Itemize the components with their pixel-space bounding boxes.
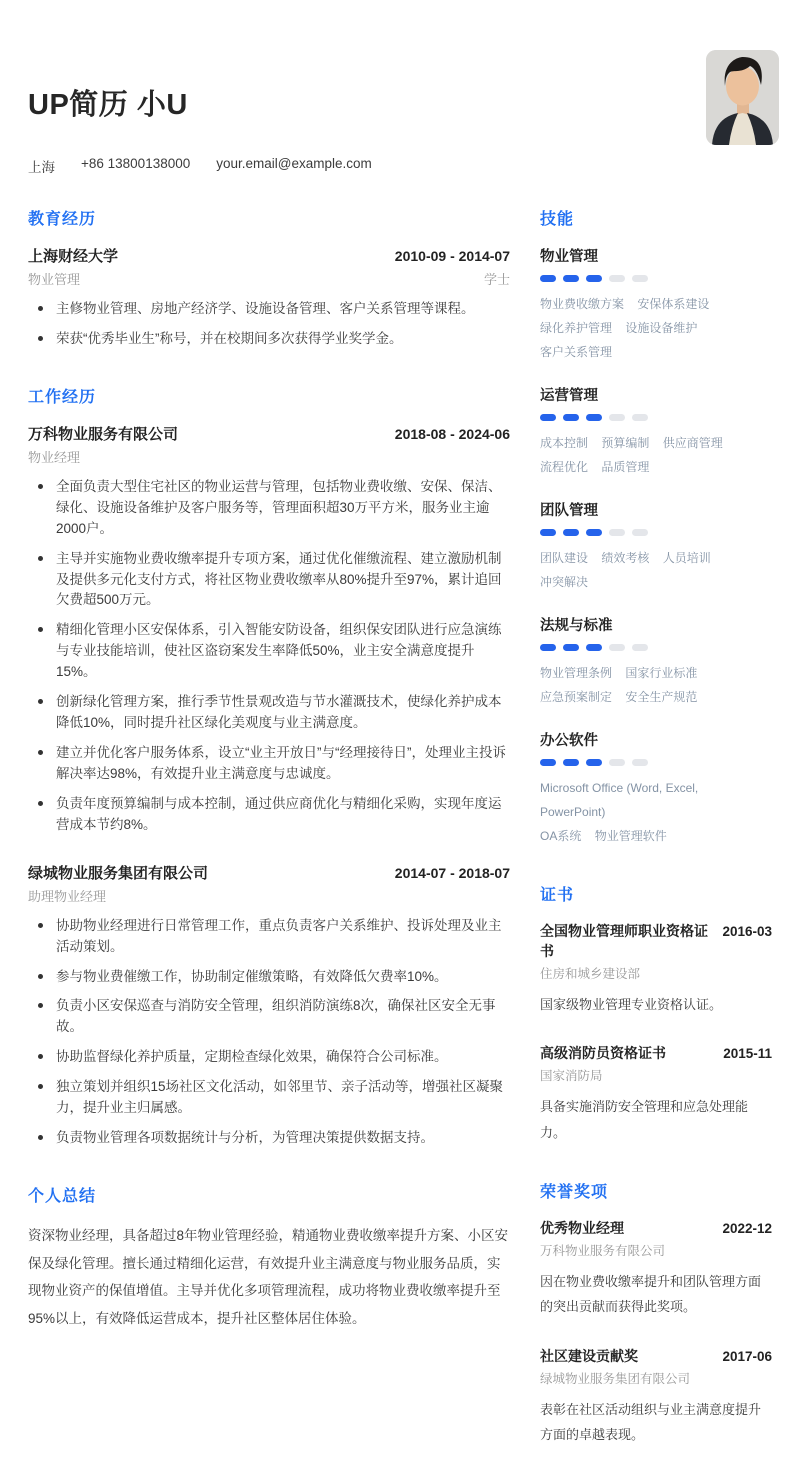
honor-date: 2022-12 xyxy=(722,1221,772,1237)
bullet-item xyxy=(28,916,510,958)
skill-tag: 预算编制 xyxy=(601,436,650,450)
skill-tag: 客户关系管理 xyxy=(540,345,613,359)
skill-level-pill xyxy=(540,414,556,421)
contact-email[interactable]: your.email@example.com xyxy=(216,156,372,171)
skill-tags xyxy=(540,776,772,848)
skill-tag: 供应商管理 xyxy=(662,436,723,450)
skill-tag: Microsoft Office (Word, Excel, PowerPoint) xyxy=(540,781,699,819)
education-degree: 学士 xyxy=(483,272,510,287)
skill-level-pill xyxy=(563,644,579,651)
skill-item xyxy=(540,729,772,848)
skill-tags xyxy=(540,546,772,594)
section-title-skills: 技能 xyxy=(540,211,575,228)
skill-level-pill xyxy=(632,759,648,766)
honor-issuer: 万科物业服务有限公司 xyxy=(540,1244,666,1259)
section-title-honors: 荣誉奖项 xyxy=(540,1184,609,1202)
skill-level-pill xyxy=(540,529,556,536)
skill-level-bar xyxy=(540,414,772,421)
main-column xyxy=(28,206,510,1481)
honor-name: 优秀物业经理 xyxy=(540,1220,624,1237)
education-entries xyxy=(28,245,510,350)
skill-level-pill xyxy=(609,275,625,282)
skill-level-pill xyxy=(540,275,556,282)
honor-entry xyxy=(540,1218,772,1320)
content-columns xyxy=(28,206,772,1481)
work-entries xyxy=(28,423,510,1149)
skill-name: 法规与标准 xyxy=(540,618,613,634)
certificate-issuer: 国家消防局 xyxy=(540,1069,603,1084)
skill-tag: 成本控制 xyxy=(540,436,589,450)
certificate-name: 高级消防员资格证书 xyxy=(540,1045,666,1062)
bullet-dot xyxy=(38,1054,43,1059)
skill-tag: 绩效考核 xyxy=(601,551,650,565)
bullet-text: 协助监督绿化养护质量，定期检查绿化效果，确保符合公司标准。 xyxy=(56,1049,448,1065)
skill-level-pill xyxy=(586,414,602,421)
bullet-dot xyxy=(38,556,43,561)
bullet-dot xyxy=(38,1003,43,1008)
skill-level-pill xyxy=(586,529,602,536)
certificate-date: 2015-11 xyxy=(723,1046,772,1062)
bullet-list xyxy=(28,477,510,836)
skill-level-pill xyxy=(632,414,648,421)
skill-level-pill xyxy=(586,275,602,282)
job-title: 物业经理 xyxy=(28,449,81,465)
section-honors xyxy=(540,1179,772,1447)
section-certificates xyxy=(540,882,772,1145)
bullet-dot xyxy=(38,1084,43,1089)
honor-issuer: 绿城物业服务集团有限公司 xyxy=(540,1371,691,1386)
skill-tag: 绿化养护管理 xyxy=(540,321,613,335)
bullet-text: 协助物业经理进行日常管理工作，重点负责客户关系维护、投诉处理及业主活动策划。 xyxy=(56,917,502,954)
skill-tag: 人员培训 xyxy=(662,551,711,565)
bullet-text: 负责小区安保巡查与消防安全管理，组织消防演练8次，确保社区安全无事故。 xyxy=(56,998,496,1035)
certificate-name: 全国物业管理师职业资格证书 xyxy=(540,923,708,959)
bullet-dot xyxy=(38,801,43,806)
skill-name: 办公软件 xyxy=(540,733,598,749)
section-education xyxy=(28,206,510,350)
bullet-list xyxy=(28,916,510,1149)
skill-item xyxy=(540,499,772,594)
skill-tag: 应急预案制定 xyxy=(540,690,613,704)
skill-level-bar xyxy=(540,529,772,536)
bullet-dot xyxy=(38,306,43,311)
skill-level-pill xyxy=(609,759,625,766)
bullet-item xyxy=(28,329,510,350)
skill-tag: 安全生产规范 xyxy=(625,690,698,704)
skill-level-pill xyxy=(632,529,648,536)
honor-entry xyxy=(540,1346,772,1448)
skill-level-pill xyxy=(563,275,579,282)
skill-level-pill xyxy=(540,644,556,651)
skill-tag: 流程优化 xyxy=(540,460,589,474)
section-skills xyxy=(540,206,772,848)
bullet-item xyxy=(28,549,510,612)
bullet-item xyxy=(28,620,510,683)
bullet-dot xyxy=(38,336,43,341)
company-name: 绿城物业服务集团有限公司 xyxy=(28,864,209,882)
bullet-text: 主导并实施物业费收缴率提升专项方案，通过优化催缴流程、建立激励机制及提供多元化支付方式，将社区物业费收缴率从80%提升至97%，累计追回欠费超500万元。 xyxy=(56,550,502,608)
certificate-list xyxy=(540,921,772,1145)
resume-header xyxy=(28,0,772,176)
skill-level-pill xyxy=(563,529,579,536)
contact-row xyxy=(28,156,772,176)
section-title-work: 工作经历 xyxy=(28,388,97,406)
skill-tag: OA系统 xyxy=(540,829,582,843)
section-work xyxy=(28,384,510,1149)
skill-tag: 团队建设 xyxy=(540,551,589,565)
summary-text: 资深物业经理，具备超过8年物业管理经验，精通物业费收缴率提升方案、小区安保及绿化管理。擅长通过精细化运营，有效提升业主满意度与物业服务品质，实现物业资产的保值增值。主导并优化多项管理流程，成功将物业费收缴率提升至95%以上，有效降低运营成本，提升社区整体居住体验。 xyxy=(28,1227,509,1326)
skill-item xyxy=(540,384,772,479)
skill-name: 团队管理 xyxy=(540,503,598,519)
bullet-text: 主修物业管理、房地产经济学、设施设备管理、客户关系管理等课程。 xyxy=(56,301,475,316)
certificate-description: 具备实施消防安全管理和应急处理能力。 xyxy=(540,1099,749,1140)
certificate-description: 国家级物业管理专业资格认证。 xyxy=(540,997,723,1012)
skill-tag: 冲突解决 xyxy=(540,575,589,589)
contact-location: 上海 xyxy=(28,160,55,175)
bullet-list xyxy=(28,299,510,350)
skill-level-pill xyxy=(632,275,648,282)
bullet-dot xyxy=(38,750,43,755)
bullet-item xyxy=(28,967,510,988)
bullet-dot xyxy=(38,484,43,489)
profile-photo xyxy=(706,50,779,145)
bullet-text: 荣获“优秀毕业生”称号，并在校期间多次获得学业奖学金。 xyxy=(56,330,403,346)
skill-level-bar xyxy=(540,644,772,651)
bullet-item xyxy=(28,996,510,1038)
skill-tag: 安保体系建设 xyxy=(637,297,710,311)
contact-phone: +86 13800138000 xyxy=(81,156,191,171)
skill-name: 运营管理 xyxy=(540,388,598,404)
work-entry xyxy=(28,862,510,1149)
bullet-item xyxy=(28,794,510,836)
skill-tags xyxy=(540,661,772,709)
bullet-dot xyxy=(38,699,43,704)
honor-description: 因在物业费收缴率提升和团队管理方面的突出贡献而获得此奖项。 xyxy=(540,1274,762,1315)
certificate-entry xyxy=(540,921,772,1017)
section-title-education: 教育经历 xyxy=(28,211,97,228)
bullet-item xyxy=(28,743,510,785)
skill-tag: 物业费收缴方案 xyxy=(540,297,625,311)
candidate-name: UP简历 小U xyxy=(28,89,188,121)
skill-item xyxy=(540,614,772,709)
skill-tags xyxy=(540,292,772,364)
skill-tags xyxy=(540,431,772,479)
skill-level-pill xyxy=(586,644,602,651)
work-date: 2018-08 - 2024-06 xyxy=(394,425,510,442)
section-summary xyxy=(28,1183,510,1333)
education-date: 2010-09 - 2014-07 xyxy=(394,248,510,264)
skill-tag: 物业管理条例 xyxy=(540,666,613,680)
school-name: 上海财经大学 xyxy=(28,248,119,265)
bullet-item xyxy=(28,1047,510,1068)
honor-list xyxy=(540,1218,772,1447)
bullet-text: 负责物业管理各项数据统计与分析，为管理决策提供数据支持。 xyxy=(56,1130,434,1146)
sidebar-column xyxy=(540,206,772,1481)
bullet-text: 独立策划并组织15场社区文化活动，如邻里节、亲子活动等，增强社区凝聚力，提升业主归属感。 xyxy=(56,1079,504,1116)
honor-name: 社区建设贡献奖 xyxy=(540,1347,638,1364)
bullet-text: 精细化管理小区安保体系，引入智能安防设备，组织保安团队进行应急演练与专业技能培训，使社区盗窃案发生率降低50%，业主安全满意度提升15%。 xyxy=(56,622,502,680)
work-entry xyxy=(28,423,510,836)
bullet-item xyxy=(28,299,510,320)
bullet-text: 建立并优化客户服务体系，设立“业主开放日”与“经理接待日”，处理业主投诉解决率达98%，有效提升业主满意度与忠诚度。 xyxy=(56,744,506,781)
bullet-text: 负责年度预算编制与成本控制，通过供应商优化与精细化采购，实现年度运营成本节约8%。 xyxy=(56,795,502,832)
skill-level-pill xyxy=(632,644,648,651)
bullet-dot xyxy=(38,974,43,979)
skill-tag: 设施设备维护 xyxy=(625,321,698,335)
education-entry xyxy=(28,245,510,350)
skill-level-pill xyxy=(586,759,602,766)
skill-level-bar xyxy=(540,759,772,766)
skill-level-pill xyxy=(609,529,625,536)
skill-level-pill xyxy=(609,644,625,651)
certificate-date: 2016-03 xyxy=(722,924,772,939)
skill-list xyxy=(540,245,772,848)
skill-tag: 物业管理软件 xyxy=(594,829,667,843)
bullet-dot xyxy=(38,1135,43,1140)
skill-level-pill xyxy=(563,414,579,421)
bullet-item xyxy=(28,1077,510,1119)
skill-level-pill xyxy=(609,414,625,421)
honor-date: 2017-06 xyxy=(722,1348,772,1364)
skill-level-bar xyxy=(540,275,772,282)
skill-level-pill xyxy=(563,759,579,766)
bullet-text: 全面负责大型住宅社区的物业运营与管理，包括物业费收缴、安保、保洁、绿化、设施设备维护及客户服务等，管理面积超30万平方米，服务业主逾2000户。 xyxy=(56,478,502,536)
bullet-text: 参与物业费催缴工作，协助制定催缴策略，有效降低欠费率10%。 xyxy=(56,968,448,984)
work-date: 2014-07 - 2018-07 xyxy=(394,864,510,881)
section-title-certificates: 证书 xyxy=(540,887,575,904)
skill-tag: 国家行业标准 xyxy=(625,666,698,680)
bullet-item xyxy=(28,477,510,540)
bullet-item xyxy=(28,1128,510,1149)
bullet-text: 创新绿化管理方案，推行季节性景观改造与节水灌溉技术，使绿化养护成本降低10%，同时提升社区绿化美观度与业主满意度。 xyxy=(56,694,502,731)
bullet-item xyxy=(28,692,510,734)
company-name: 万科物业服务有限公司 xyxy=(28,425,179,443)
certificate-issuer: 住房和城乡建设部 xyxy=(540,967,641,981)
skill-item xyxy=(540,245,772,364)
bullet-dot xyxy=(38,627,43,632)
honor-description: 表彰在社区活动组织与业主满意度提升方面的卓越表现。 xyxy=(540,1401,762,1443)
skill-name: 物业管理 xyxy=(540,249,598,265)
job-title: 助理物业经理 xyxy=(28,888,107,904)
skill-tag: 品质管理 xyxy=(601,460,650,474)
education-major: 物业管理 xyxy=(28,272,81,287)
skill-level-pill xyxy=(540,759,556,766)
bullet-dot xyxy=(38,923,43,928)
profile-photo-illustration xyxy=(706,50,779,145)
section-title-summary: 个人总结 xyxy=(28,1187,97,1205)
